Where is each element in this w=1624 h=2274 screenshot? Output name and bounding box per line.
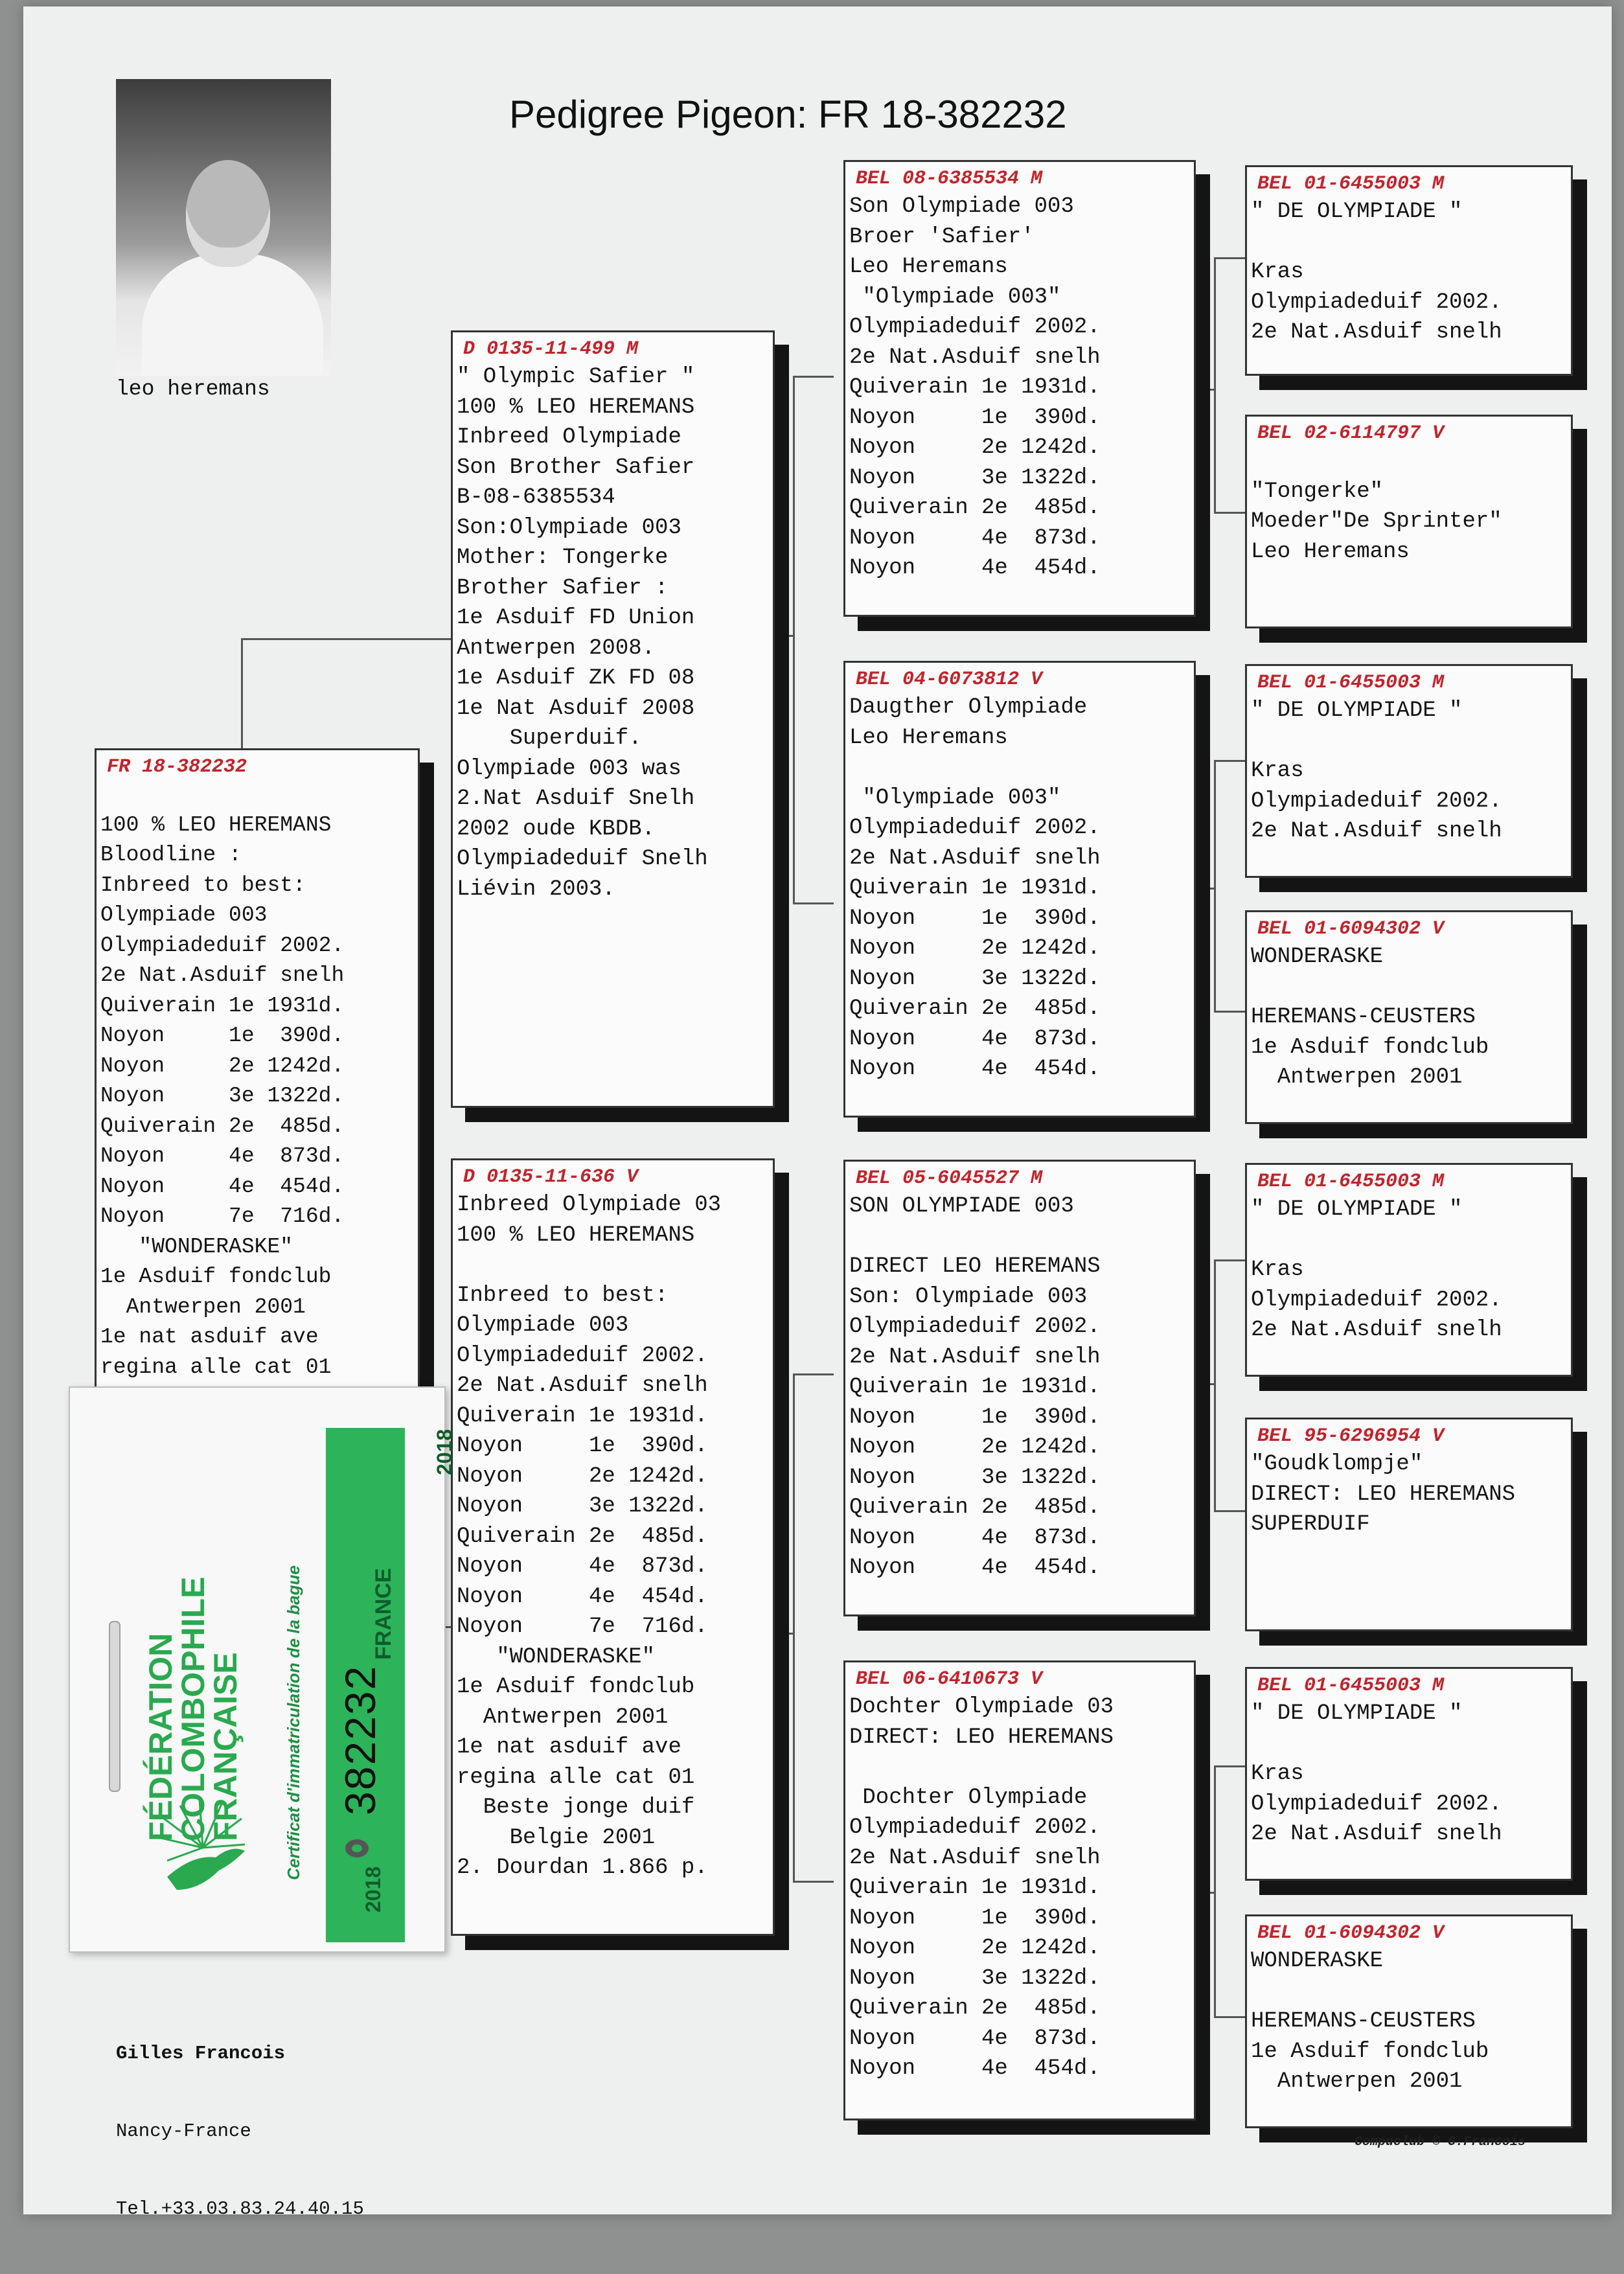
pedigree-line xyxy=(1251,1729,1571,1760)
pedigree-line: Noyon 2e 1242d. xyxy=(849,435,1101,460)
great-grandparent-box-8 xyxy=(1245,1914,1573,2128)
pedigree-line: Olympiadeduif 2002. xyxy=(1251,290,1502,315)
pedigree-line: "Olympiade 003" xyxy=(849,785,1061,810)
connector-line xyxy=(1214,760,1247,1013)
federation-bird-logo-icon xyxy=(154,1793,251,1903)
pedigree-line: Olympiadeduif 2002. xyxy=(1251,1287,1502,1313)
pedigree-line: Son:Olympiade 003 xyxy=(457,515,681,540)
pedigree-line: Belgie 2001 xyxy=(457,1825,656,1850)
pedigree-line: Noyon 1e 390d. xyxy=(849,1905,1101,1931)
card-slot xyxy=(109,1621,120,1792)
pedigree-line: Quiverain 1e 1931d. xyxy=(849,375,1101,400)
pedigree-line: Inbreed to best: xyxy=(457,1283,669,1308)
pedigree-line: Noyon 4e 873d. xyxy=(100,1144,345,1168)
pedigree-line: 2002 oude KBDB. xyxy=(457,816,656,842)
pedigree-line: Noyon 3e 1322d. xyxy=(457,1494,708,1519)
connector-line xyxy=(775,635,793,639)
pedigree-line: B-08-6385534 xyxy=(457,485,615,510)
pedigree-line: Daugther Olympiade xyxy=(849,695,1088,720)
pedigree-line: Leo Heremans xyxy=(849,725,1008,750)
pedigree-line: Olympiadeduif 2002. xyxy=(1251,1791,1502,1817)
pedigree-line: Noyon 4e 873d. xyxy=(849,2026,1101,2051)
pedigree-line: Dochter Olympiade 03 xyxy=(849,1695,1114,1719)
pedigree-line: Noyon 4e 454d. xyxy=(849,1556,1101,1580)
pedigree-line: 1e nat asduif ave xyxy=(100,1325,319,1349)
pedigree-line: Liévin 2003. xyxy=(457,877,615,902)
pedigree-line: Noyon 4e 454d. xyxy=(457,1584,708,1609)
connector-line xyxy=(1196,389,1214,393)
pedigree-line: Antwerpen 2001 xyxy=(1251,1065,1463,1090)
grandsire-maternal-box xyxy=(843,1160,1196,1616)
great-grandparent-box-6 xyxy=(1245,1418,1573,1631)
pedigree-line: Noyon 4e 873d. xyxy=(849,1525,1101,1550)
pedigree-line: " DE OLYMPIADE " xyxy=(1251,1701,1463,1726)
pedigree-line: Inbreed Olympiade 03 xyxy=(457,1193,722,1217)
ring-number: BEL 02-6114797 V xyxy=(1257,422,1445,444)
pedigree-line: HEREMANS-CEUSTERS xyxy=(1251,2009,1476,2034)
pedigree-line: Noyon 1e 390d. xyxy=(100,1024,345,1048)
ring-number: BEL 95-6296954 V xyxy=(1257,1425,1445,1447)
pedigree-line: 2e Nat.Asduif snelh xyxy=(100,963,345,987)
pedigree-line: 100 % LEO HEREMANS xyxy=(457,1223,695,1248)
pedigree-line: Olympiadeduif Snelh xyxy=(457,847,708,871)
pedigree-line: Noyon 1e 390d. xyxy=(849,906,1101,931)
pedigree-notes xyxy=(849,1692,1194,2084)
card-ring-number: 382232 xyxy=(336,1664,384,1815)
pedigree-line: Noyon 2e 1242d. xyxy=(457,1464,708,1489)
pedigree-line: Quiverain 1e 1931d. xyxy=(457,1403,708,1429)
great-grandparent-box-7 xyxy=(1245,1667,1573,1881)
pedigree-line: 1e Asduif fondclub xyxy=(100,1265,332,1289)
pedigree-line: 100 % LEO HEREMANS xyxy=(100,812,332,837)
ring-number: BEL 01-6455003 M xyxy=(1257,1675,1445,1697)
pedigree-notes xyxy=(849,693,1194,1085)
pedigree-line xyxy=(1251,1225,1571,1256)
pedigree-line: Noyon 4e 873d. xyxy=(849,525,1101,551)
pedigree-line: Noyon 4e 873d. xyxy=(849,1026,1101,1051)
dam-box xyxy=(451,1158,775,1936)
pedigree-line xyxy=(849,1752,1194,1783)
pedigree-notes xyxy=(1251,1195,1571,1346)
ring-registration-card xyxy=(69,1386,456,1953)
pedigree-line: Noyon 4e 454d. xyxy=(100,1174,345,1199)
pedigree-line: "WONDERASKE" xyxy=(100,1234,293,1259)
pedigree-line: " DE OLYMPIADE " xyxy=(1251,1197,1463,1222)
pedigree-line: Leo Heremans xyxy=(849,255,1008,279)
pedigree-line: 2e Nat.Asduif snelh xyxy=(1251,1822,1502,1846)
pedigree-line: DIRECT: LEO HEREMANS xyxy=(1251,1482,1516,1507)
owner-name: Gilles Francois xyxy=(116,2043,286,2064)
ring-number: BEL 06-6410673 V xyxy=(856,1668,1043,1690)
pedigree-line: Antwerpen 2001 xyxy=(100,1294,306,1319)
pedigree-line: 1e Asduif fondclub xyxy=(1251,2039,1489,2064)
pedigree-line: 1e nat asduif ave xyxy=(457,1735,681,1760)
certificate-label: Certificat d'immatriculation de la bague xyxy=(284,1565,303,1880)
connector-line xyxy=(775,1633,793,1637)
pedigree-line: Noyon 3e 1322d. xyxy=(849,966,1101,991)
page-title: Pedigree Pigeon: FR 18-382232 xyxy=(509,93,1067,136)
great-grandparent-box-3 xyxy=(1245,664,1573,878)
pedigree-line: Beste jonge duif xyxy=(457,1795,695,1820)
pedigree-line: Quiverain 1e 1931d. xyxy=(849,876,1101,901)
pedigree-line: Kras xyxy=(1251,260,1304,284)
pedigree-line: Olympiadeduif 2002. xyxy=(457,1343,708,1368)
pedigree-line: Noyon 2e 1242d. xyxy=(849,1936,1101,1960)
pedigree-line: Olympiadeduif 2002. xyxy=(100,933,345,958)
ring-number: BEL 08-6385534 M xyxy=(856,168,1043,190)
pedigree-line: "Tongerke" xyxy=(1251,479,1384,504)
pedigree-notes xyxy=(457,362,773,904)
great-grandparent-box-4 xyxy=(1245,910,1573,1124)
pedigree-sheet xyxy=(23,6,1612,2220)
granddam-maternal-box xyxy=(843,1660,1196,2120)
connector-line xyxy=(1214,257,1247,514)
pedigree-line: Quiverain 2e 485d. xyxy=(100,1114,345,1138)
pedigree-line: Superduif. xyxy=(457,726,642,751)
ring-number: BEL 01-6455003 M xyxy=(1257,1171,1445,1193)
pedigree-line: Olympiade 003 was xyxy=(457,756,681,781)
pedigree-line: Quiverain 1e 1931d. xyxy=(849,1876,1101,1900)
pedigree-line: Kras xyxy=(1251,759,1304,783)
owner-contact xyxy=(116,1989,364,2274)
ring-number: BEL 01-6455003 M xyxy=(1257,672,1445,694)
pedigree-line: Antwerpen 2001 xyxy=(1251,2069,1463,2094)
pedigree-line: Antwerpen 2001 xyxy=(457,1705,669,1730)
pedigree-line: Dochter Olympiade xyxy=(849,1785,1088,1810)
pedigree-line xyxy=(1251,726,1571,757)
pedigree-line: Antwerpen 2008. xyxy=(457,636,656,661)
pedigree-line: 2e Nat.Asduif snelh xyxy=(849,1344,1101,1370)
pedigree-line: Olympiadeduif 2002. xyxy=(849,816,1101,840)
pedigree-line: 2.Nat Asduif Snelh xyxy=(457,787,695,811)
pedigree-line: DIRECT LEO HEREMANS xyxy=(849,1254,1101,1279)
pedigree-line xyxy=(1251,227,1571,258)
pedigree-line xyxy=(1251,972,1571,1003)
pedigree-line: SON OLYMPIADE 003 xyxy=(849,1194,1074,1219)
pedigree-line: Noyon 4e 873d. xyxy=(457,1554,708,1579)
pedigree-notes xyxy=(1251,1449,1571,1540)
great-grandparent-box-2 xyxy=(1245,415,1573,628)
pedigree-line: Quiverain 1e 1931d. xyxy=(100,993,345,1018)
ring-number: BEL 05-6045527 M xyxy=(856,1167,1043,1189)
connector-line xyxy=(1196,1383,1214,1387)
pedigree-line: Inbreed Olympiade xyxy=(457,425,681,450)
pedigree-line xyxy=(1251,446,1571,477)
pedigree-line: 1e Asduif FD Union xyxy=(457,606,695,630)
pedigree-line: 2e Nat.Asduif snelh xyxy=(849,345,1101,370)
pedigree-line: Noyon 2e 1242d. xyxy=(849,1435,1101,1460)
pedigree-line: Quiverain 2e 485d. xyxy=(849,496,1101,520)
pedigree-line: Kras xyxy=(1251,1762,1304,1786)
pedigree-line: 2. Dourdan 1.866 p. xyxy=(457,1855,708,1880)
footer-credit: Compuclub © G.Francois xyxy=(1355,2135,1526,2150)
pedigree-line: "Goudklompje" xyxy=(1251,1452,1423,1476)
pedigree-line: 2e Nat.Asduif snelh xyxy=(849,845,1101,871)
pedigree-line: HEREMANS-CEUSTERS xyxy=(1251,1005,1476,1029)
connector-line xyxy=(1196,888,1214,891)
owner-city: Nancy-France xyxy=(116,2120,251,2142)
pedigree-line: Noyon 7e 716d. xyxy=(457,1614,708,1639)
ring-number: BEL 01-6094302 V xyxy=(1257,1922,1445,1944)
pedigree-line: "Olympiade 003" xyxy=(849,284,1061,310)
pedigree-line: Noyon 2e 1242d. xyxy=(100,1053,345,1078)
pedigree-line: regina alle cat 01 xyxy=(457,1765,695,1790)
pedigree-notes xyxy=(1251,942,1571,1093)
pedigree-line: Olympiade 003 xyxy=(100,903,268,927)
connector-line xyxy=(1214,1259,1247,1512)
pedigree-line: Bloodline : xyxy=(100,843,242,867)
pedigree-line: 2e Nat.Asduif snelh xyxy=(1251,320,1502,345)
pedigree-line xyxy=(849,753,1194,783)
pedigree-line: Noyon 3e 1322d. xyxy=(849,1966,1101,1991)
pedigree-line: Olympiade 003 xyxy=(457,1313,629,1338)
granddam-paternal-box xyxy=(843,661,1196,1118)
pedigree-line: " DE OLYMPIADE " xyxy=(1251,200,1463,224)
pedigree-line: Noyon 4e 454d. xyxy=(849,1057,1101,1081)
pedigree-line xyxy=(1251,1977,1571,2007)
pedigree-line: Brother Safier : xyxy=(457,575,669,601)
ring-number: FR 18-382232 xyxy=(107,756,247,778)
pedigree-line: 2e Nat.Asduif snelh xyxy=(457,1373,708,1398)
pedigree-line: Quiverain 2e 485d. xyxy=(457,1524,708,1549)
pedigree-line: "WONDERASKE" xyxy=(457,1644,656,1670)
pedigree-line: 100 % LEO HEREMANS xyxy=(457,395,695,420)
pedigree-line: Moeder"De Sprinter" xyxy=(1251,509,1502,534)
grandsire-paternal-box xyxy=(843,160,1196,617)
pedigree-line: 2e Nat.Asduif snelh xyxy=(849,1845,1101,1870)
pigeon-ring-icon xyxy=(342,1835,372,1862)
pedigree-line: 2e Nat.Asduif snelh xyxy=(1251,819,1502,844)
sire-box xyxy=(451,330,775,1108)
ring-number: D 0135-11-499 M xyxy=(463,338,639,360)
pedigree-line: Kras xyxy=(1251,1258,1304,1282)
pedigree-line: Noyon 7e 716d. xyxy=(100,1204,345,1228)
pedigree-line: Noyon 3e 1322d. xyxy=(100,1084,345,1108)
pedigree-notes xyxy=(1251,197,1571,348)
pedigree-line: Noyon 3e 1322d. xyxy=(849,1465,1101,1490)
pedigree-notes xyxy=(1251,446,1571,567)
ring-number: BEL 01-6455003 M xyxy=(1257,173,1445,195)
pedigree-line: Inbreed to best: xyxy=(100,873,306,897)
pedigree-line: Quiverain 2e 485d. xyxy=(849,1996,1101,2021)
ring-number: BEL 01-6094302 V xyxy=(1257,918,1445,940)
connector-line xyxy=(1196,1892,1214,1896)
pedigree-notes xyxy=(1251,1946,1571,2097)
great-grandparent-box-5 xyxy=(1245,1163,1573,1377)
pedigree-line: Noyon 2e 1242d. xyxy=(849,936,1101,961)
pedigree-line: Son: Olympiade 003 xyxy=(849,1284,1088,1309)
connector-line xyxy=(1214,1765,1247,2018)
pedigree-line: DIRECT: LEO HEREMANS xyxy=(849,1725,1114,1750)
pedigree-line: Noyon 4e 454d. xyxy=(849,2056,1101,2081)
pedigree-line xyxy=(457,1250,773,1281)
pedigree-line: regina alle cat 01 xyxy=(100,1355,332,1379)
pedigree-line: Noyon 3e 1322d. xyxy=(849,465,1101,490)
card-country: FRANCE xyxy=(371,1568,396,1660)
pedigree-notes xyxy=(100,780,418,1383)
pedigree-line: Noyon 4e 454d. xyxy=(849,556,1101,580)
pedigree-line: 1e Nat Asduif 2008 xyxy=(457,696,695,721)
owner-phone: Tel.+33.03.83.24.40.15 xyxy=(116,2198,364,2220)
pedigree-line: Quiverain 1e 1931d. xyxy=(849,1375,1101,1399)
photo-caption: leo heremans xyxy=(116,377,270,401)
pedigree-line: WONDERASKE xyxy=(1251,945,1384,969)
pedigree-line: Quiverain 2e 485d. xyxy=(849,996,1101,1021)
pedigree-line: Olympiadeduif 2002. xyxy=(849,1315,1101,1339)
pedigree-line: WONDERASKE xyxy=(1251,1949,1384,1973)
connector-line xyxy=(793,376,834,904)
pedigree-line: Olympiadeduif 2002. xyxy=(849,1815,1101,1840)
great-grandparent-box-1 xyxy=(1245,165,1573,376)
connector-line xyxy=(793,1373,834,1883)
pedigree-line xyxy=(100,780,418,810)
breeder-photo xyxy=(116,79,331,376)
pedigree-line: 1e Asduif fondclub xyxy=(457,1675,695,1699)
pedigree-line: 2e Nat.Asduif snelh xyxy=(1251,1318,1502,1342)
pedigree-notes xyxy=(1251,696,1571,847)
pedigree-line: Noyon 1e 390d. xyxy=(849,405,1101,430)
card-year-bottom: 2018 xyxy=(361,1866,385,1912)
ring-number: D 0135-11-636 V xyxy=(463,1166,639,1188)
pedigree-line: Son Brother Safier xyxy=(457,455,695,480)
pedigree-notes xyxy=(457,1190,773,1883)
pedigree-line: " Olympic Safier " xyxy=(457,365,695,389)
connector-line xyxy=(241,638,476,757)
pedigree-notes xyxy=(1251,1699,1571,1850)
pedigree-line: Olympiadeduif 2002. xyxy=(1251,788,1502,814)
ring-number: BEL 04-6073812 V xyxy=(856,669,1043,691)
pedigree-line: Son Olympiade 003 xyxy=(849,194,1074,219)
pedigree-line: " DE OLYMPIADE " xyxy=(1251,698,1463,723)
pedigree-line: Olympiadeduif 2002. xyxy=(849,315,1101,339)
pedigree-line: 1e Asduif ZK FD 08 xyxy=(457,666,695,691)
pedigree-line: Noyon 1e 390d. xyxy=(457,1434,708,1458)
pedigree-line: 1e Asduif fondclub xyxy=(1251,1035,1489,1060)
pedigree-line: Quiverain 2e 485d. xyxy=(849,1495,1101,1520)
pedigree-line: Mother: Tongerke xyxy=(457,546,669,570)
card-year-top: 2018 xyxy=(433,1429,456,1475)
pedigree-notes xyxy=(849,1191,1194,1583)
pedigree-line: Broer 'Safier' xyxy=(849,224,1035,249)
pedigree-line: SUPERDUIF xyxy=(1251,1512,1370,1537)
pedigree-notes xyxy=(849,192,1194,584)
pedigree-line xyxy=(849,1222,1194,1252)
federation-name: FÉDÉRATION COLOMBOPHILE FRANÇAISE xyxy=(143,1576,244,1841)
pedigree-line: Leo Heremans xyxy=(1251,539,1410,564)
pedigree-line: Noyon 1e 390d. xyxy=(849,1405,1101,1430)
